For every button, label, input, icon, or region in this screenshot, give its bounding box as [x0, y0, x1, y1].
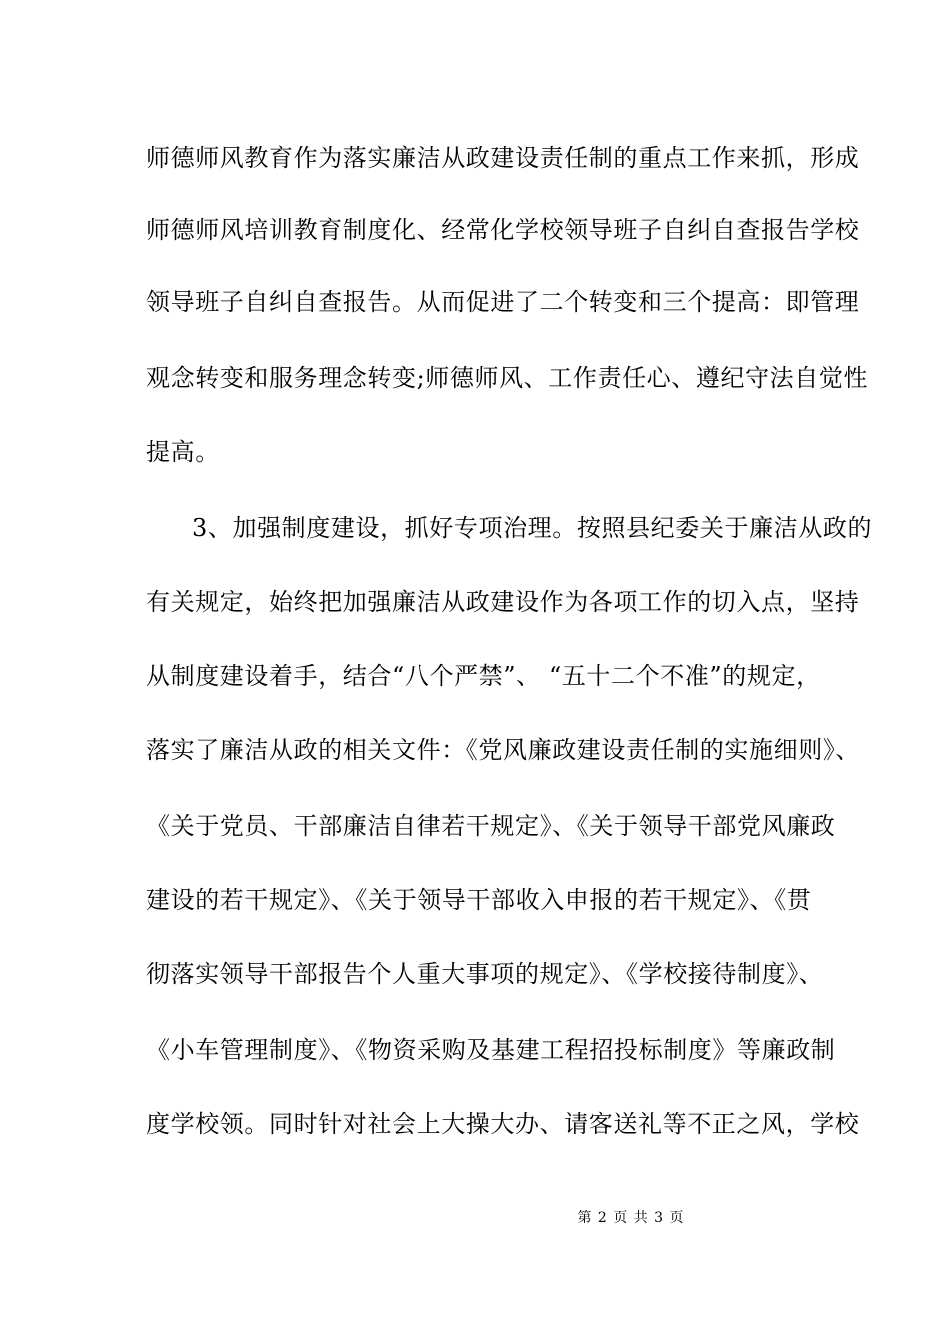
line-text: 度学校领。同时针对社会上大操大办、请客送礼等不正之风，学校 [146, 1110, 860, 1138]
page-footer [0, 1206, 950, 1230]
paragraph-line [0, 656, 950, 696]
paragraph-line [0, 282, 950, 322]
line-text: 建设的若干规定》、《关于领导干部收入申报的若干规定》、《贯 [146, 886, 812, 914]
paragraph-line [0, 880, 950, 920]
line-text: 师德师风教育作为落实廉洁从政建设责任制的重点工作来抓，形成 [146, 144, 860, 172]
page-number: 第 2 页 共 3 页 [577, 1210, 685, 1226]
paragraph-line [0, 582, 950, 622]
paragraph-line [0, 730, 950, 770]
paragraph-line [0, 1104, 950, 1144]
line-text: 观念转变和服务理念转变;师德师风、工作责任心、遵纪守法自觉性 [146, 364, 869, 392]
line-text: 领导班子自纠自查报告。从而促进了二个转变和三个提高：即管理 [146, 288, 860, 316]
paragraph-line [0, 806, 950, 846]
line-text: 《关于党员、干部廉洁自律若干规定》、《关于领导干部党风廉政 [146, 812, 836, 840]
line-text: 提高。 [146, 438, 220, 466]
line-text: 有关规定，始终把加强廉洁从政建设作为各项工作的切入点，坚持 [146, 588, 860, 616]
paragraph-line [0, 954, 950, 994]
paragraph-line [0, 508, 950, 548]
paragraph-line [0, 358, 950, 398]
paragraph-line [0, 432, 950, 472]
line-text: 彻落实领导干部报告个人重大事项的规定》、《学校接待制度》、 [146, 960, 824, 988]
paragraph-line [0, 1030, 950, 1070]
line-text: 师德师风培训教育制度化、经常化学校领导班子自纠自查报告学校 [146, 216, 860, 244]
line-text: 《小车管理制度》、《物资采购及基建工程招投标制度》等廉政制 [146, 1036, 836, 1064]
paragraph-line [0, 138, 950, 178]
line-text: 从制度建设着手，结合“八个严禁”、 “五十二个不准”的规定， [146, 662, 821, 690]
line-text: 落实了廉洁从政的相关文件：《党风廉政建设责任制的实施细则》、 [146, 736, 860, 764]
paragraph-line [0, 210, 950, 250]
line-text: 3、加强制度建设，抓好专项治理。按照县纪委关于廉洁从政的 [192, 514, 873, 542]
